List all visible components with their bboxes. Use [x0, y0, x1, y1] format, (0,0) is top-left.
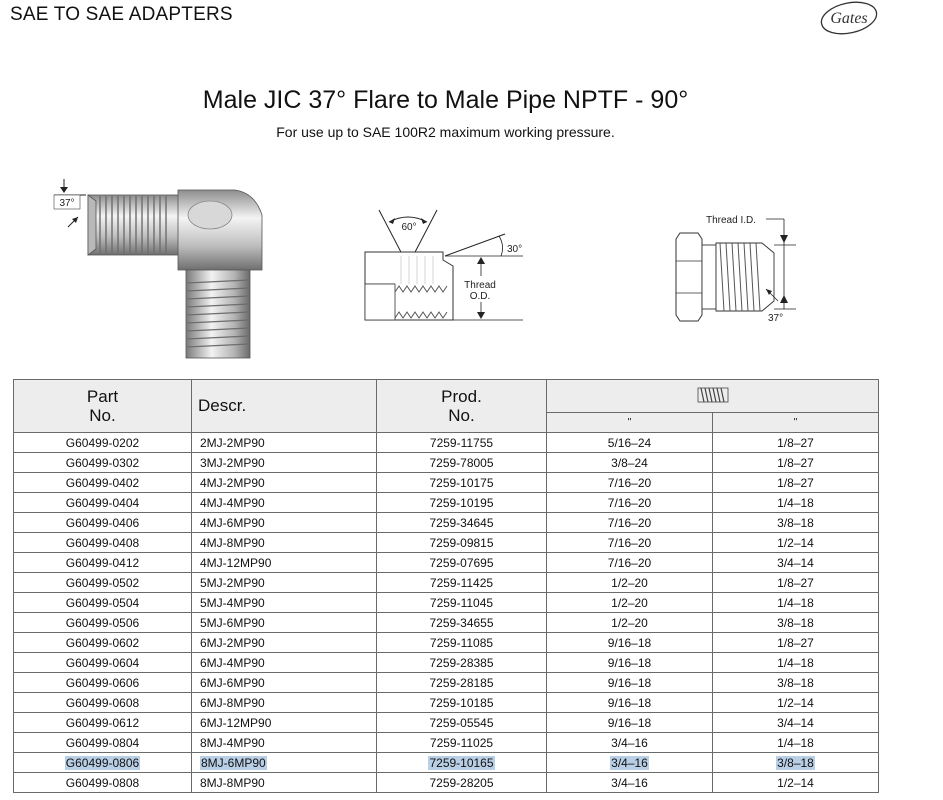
- product-number-cell: 7259-10165: [377, 753, 547, 773]
- npt-thread-cell: 1/4–18: [713, 493, 879, 513]
- npt-thread-cell: 1/8–27: [713, 473, 879, 493]
- product-number-cell: 7259-28205: [377, 773, 547, 793]
- section-angle-side-label: 30°: [507, 244, 523, 255]
- header-part-no: Part No.: [14, 380, 192, 433]
- table-row: [14, 753, 879, 773]
- table-row: [14, 693, 879, 713]
- parts-table-body: [14, 433, 879, 793]
- jic-thread-cell: 9/16–18: [547, 693, 713, 713]
- jic-thread-cell: 3/4–16: [547, 733, 713, 753]
- table-row: [14, 453, 879, 473]
- table-row: [14, 433, 879, 453]
- description-cell: 5MJ-2MP90: [192, 573, 377, 593]
- description-cell: 6MJ-6MP90: [192, 673, 377, 693]
- parts-table: [13, 379, 879, 793]
- table-row: [14, 773, 879, 793]
- table-row: [14, 633, 879, 653]
- description-cell: 8MJ-6MP90: [192, 753, 377, 773]
- product-number-cell: 7259-11755: [377, 433, 547, 453]
- npt-thread-cell: 3/8–18: [713, 753, 879, 773]
- flare-section-illustration: [355, 200, 535, 335]
- jic-thread-cell: 5/16–24: [547, 433, 713, 453]
- header-jic-thread: ": [547, 413, 713, 433]
- jic-fitting-illustration: [670, 205, 810, 330]
- jic-thread-cell: 1/2–20: [547, 613, 713, 633]
- product-number-cell: 7259-11045: [377, 593, 547, 613]
- gates-logo-text: Gates: [830, 10, 868, 27]
- product-number-cell: 7259-28185: [377, 673, 547, 693]
- description-cell: 8MJ-4MP90: [192, 733, 377, 753]
- description-cell: 6MJ-8MP90: [192, 693, 377, 713]
- part-number-cell: G60499-0408: [14, 533, 192, 553]
- description-cell: 4MJ-6MP90: [192, 513, 377, 533]
- header-prod-no: Prod. No.: [377, 380, 547, 433]
- product-number-cell: 7259-28385: [377, 653, 547, 673]
- part-number-cell: G60499-0502: [14, 573, 192, 593]
- part-number-cell: G60499-0606: [14, 673, 192, 693]
- npt-thread-cell: 1/8–27: [713, 433, 879, 453]
- table-row: [14, 673, 879, 693]
- npt-thread-cell: 3/4–14: [713, 553, 879, 573]
- part-number-cell: G60499-0412: [14, 553, 192, 573]
- product-number-cell: 7259-10195: [377, 493, 547, 513]
- jic-thread-cell: 7/16–20: [547, 553, 713, 573]
- product-number-cell: 7259-07695: [377, 553, 547, 573]
- part-number-cell: G60499-0602: [14, 633, 192, 653]
- product-number-cell: 7259-11425: [377, 573, 547, 593]
- jic-thread-cell: 7/16–20: [547, 473, 713, 493]
- table-row: [14, 593, 879, 613]
- part-number-cell: G60499-0202: [14, 433, 192, 453]
- jic-thread-cell: 9/16–18: [547, 653, 713, 673]
- description-cell: 6MJ-12MP90: [192, 713, 377, 733]
- part-number-cell: G60499-0604: [14, 653, 192, 673]
- npt-thread-cell: 1/8–27: [713, 633, 879, 653]
- npt-thread-cell: 1/4–18: [713, 593, 879, 613]
- jic-thread-cell: 7/16–20: [547, 493, 713, 513]
- description-cell: 4MJ-8MP90: [192, 533, 377, 553]
- product-number-cell: 7259-34645: [377, 513, 547, 533]
- npt-thread-cell: 3/8–18: [713, 613, 879, 633]
- part-number-cell: G60499-0402: [14, 473, 192, 493]
- npt-thread-cell: 1/2–14: [713, 693, 879, 713]
- table-row: [14, 553, 879, 573]
- fitting-angle-label: 37°: [768, 313, 784, 324]
- product-number-cell: 7259-05545: [377, 713, 547, 733]
- description-cell: 3MJ-2MP90: [192, 453, 377, 473]
- section-title: SAE TO SAE ADAPTERS: [10, 4, 233, 25]
- product-number-cell: 7259-11085: [377, 633, 547, 653]
- part-number-cell: G60499-0406: [14, 513, 192, 533]
- jic-thread-cell: 3/4–16: [547, 773, 713, 793]
- header-descr: Descr.: [192, 380, 377, 433]
- npt-thread-cell: 3/4–14: [713, 713, 879, 733]
- part-number-cell: G60499-0504: [14, 593, 192, 613]
- table-row: [14, 533, 879, 553]
- description-cell: 6MJ-2MP90: [192, 633, 377, 653]
- description-cell: 4MJ-12MP90: [192, 553, 377, 573]
- table-row: [14, 493, 879, 513]
- thread-icon: [696, 384, 730, 406]
- jic-thread-cell: 1/2–20: [547, 593, 713, 613]
- description-cell: 4MJ-2MP90: [192, 473, 377, 493]
- product-number-cell: 7259-11025: [377, 733, 547, 753]
- thread-id-label: Thread I.D.: [706, 215, 757, 226]
- part-number-cell: G60499-0404: [14, 493, 192, 513]
- part-number-cell: G60499-0804: [14, 733, 192, 753]
- jic-thread-cell: 9/16–18: [547, 713, 713, 733]
- npt-thread-cell: 1/8–27: [713, 573, 879, 593]
- part-number-cell: G60499-0808: [14, 773, 192, 793]
- header-npt-thread: ": [713, 413, 879, 433]
- product-title: Male JIC 37° Flare to Male Pipe NPTF - 90°: [202, 86, 689, 114]
- npt-thread-cell: 1/2–14: [713, 533, 879, 553]
- jic-thread-cell: 3/8–24: [547, 453, 713, 473]
- description-cell: 8MJ-8MP90: [192, 773, 377, 793]
- npt-thread-cell: 3/8–18: [713, 513, 879, 533]
- npt-thread-cell: 3/8–18: [713, 673, 879, 693]
- table-row: [14, 613, 879, 633]
- description-cell: 5MJ-6MP90: [192, 613, 377, 633]
- product-number-cell: 7259-10175: [377, 473, 547, 493]
- header-thread: [547, 380, 879, 413]
- section-angle-top-label: 60°: [401, 222, 417, 233]
- jic-thread-cell: 7/16–20: [547, 533, 713, 553]
- table-row: [14, 513, 879, 533]
- part-number-cell: G60499-0608: [14, 693, 192, 713]
- elbow-angle-label: 37°: [59, 198, 75, 209]
- jic-thread-cell: 1/2–20: [547, 573, 713, 593]
- section-od-label: O.D.: [469, 291, 491, 302]
- table-row: [14, 653, 879, 673]
- product-number-cell: 7259-34655: [377, 613, 547, 633]
- elbow-fitting-illustration: [50, 175, 280, 365]
- product-subtitle: For use up to SAE 100R2 maximum working pressure.: [276, 124, 615, 140]
- jic-thread-cell: 3/4–16: [547, 753, 713, 773]
- product-number-cell: 7259-10185: [377, 693, 547, 713]
- product-number-cell: 7259-09815: [377, 533, 547, 553]
- description-cell: 4MJ-4MP90: [192, 493, 377, 513]
- jic-thread-cell: 7/16–20: [547, 513, 713, 533]
- section-thread-label: Thread: [464, 280, 496, 291]
- jic-thread-cell: 9/16–18: [547, 633, 713, 653]
- npt-thread-cell: 1/4–18: [713, 653, 879, 673]
- table-row: [14, 713, 879, 733]
- npt-thread-cell: 1/4–18: [713, 733, 879, 753]
- product-number-cell: 7259-78005: [377, 453, 547, 473]
- npt-thread-cell: 1/8–27: [713, 453, 879, 473]
- table-row: [14, 573, 879, 593]
- description-cell: 5MJ-4MP90: [192, 593, 377, 613]
- table-row: [14, 733, 879, 753]
- part-number-cell: G60499-0302: [14, 453, 192, 473]
- description-cell: 2MJ-2MP90: [192, 433, 377, 453]
- gates-logo: [818, 0, 880, 36]
- npt-thread-cell: 1/2–14: [713, 773, 879, 793]
- table-row: [14, 473, 879, 493]
- part-number-cell: G60499-0612: [14, 713, 192, 733]
- jic-thread-cell: 9/16–18: [547, 673, 713, 693]
- part-number-cell: G60499-0806: [14, 753, 192, 773]
- part-number-cell: G60499-0506: [14, 613, 192, 633]
- description-cell: 6MJ-4MP90: [192, 653, 377, 673]
